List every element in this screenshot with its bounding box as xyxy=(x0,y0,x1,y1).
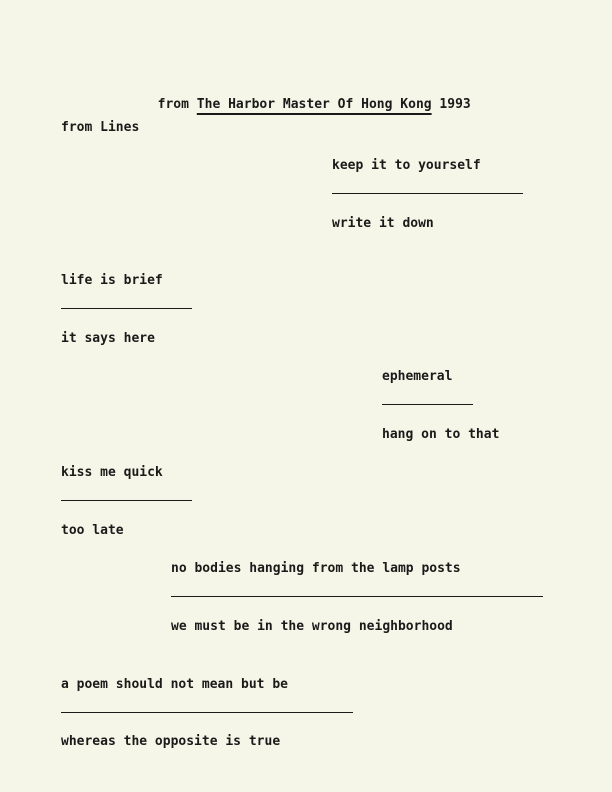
book-title: The Harbor Master Of Hong Kong xyxy=(196,97,432,112)
header-prefix: from xyxy=(157,97,197,112)
stanza-5-top: no bodies hanging from the lamp posts xyxy=(171,561,461,576)
stanza-6-rule xyxy=(61,712,353,713)
stanza-4-top: kiss me quick xyxy=(61,465,163,480)
stanza-4-rule xyxy=(61,500,192,501)
stanza-4-bottom: too late xyxy=(61,523,124,538)
stanza-3-top: ephemeral xyxy=(382,369,453,384)
stanza-6-bottom: whereas the opposite is true xyxy=(61,734,281,749)
stanza-2-top: life is brief xyxy=(61,273,163,288)
stanza-3-rule xyxy=(382,404,473,405)
stanza-6-top: a poem should not mean but be xyxy=(61,677,288,692)
stanza-1-top: keep it to yourself xyxy=(332,158,481,173)
section-title: from Lines xyxy=(61,120,140,135)
stanza-2-bottom: it says here xyxy=(61,331,155,346)
stanza-5-rule xyxy=(171,596,543,597)
stanza-3-bottom: hang on to that xyxy=(382,427,500,442)
publication-year: 1993 xyxy=(431,97,471,112)
stanza-1-bottom: write it down xyxy=(332,216,434,231)
stanza-1-rule xyxy=(332,193,523,194)
stanza-2-rule xyxy=(61,308,192,309)
header-line xyxy=(142,81,471,113)
stanza-5-bottom: we must be in the wrong neighborhood xyxy=(171,619,453,634)
